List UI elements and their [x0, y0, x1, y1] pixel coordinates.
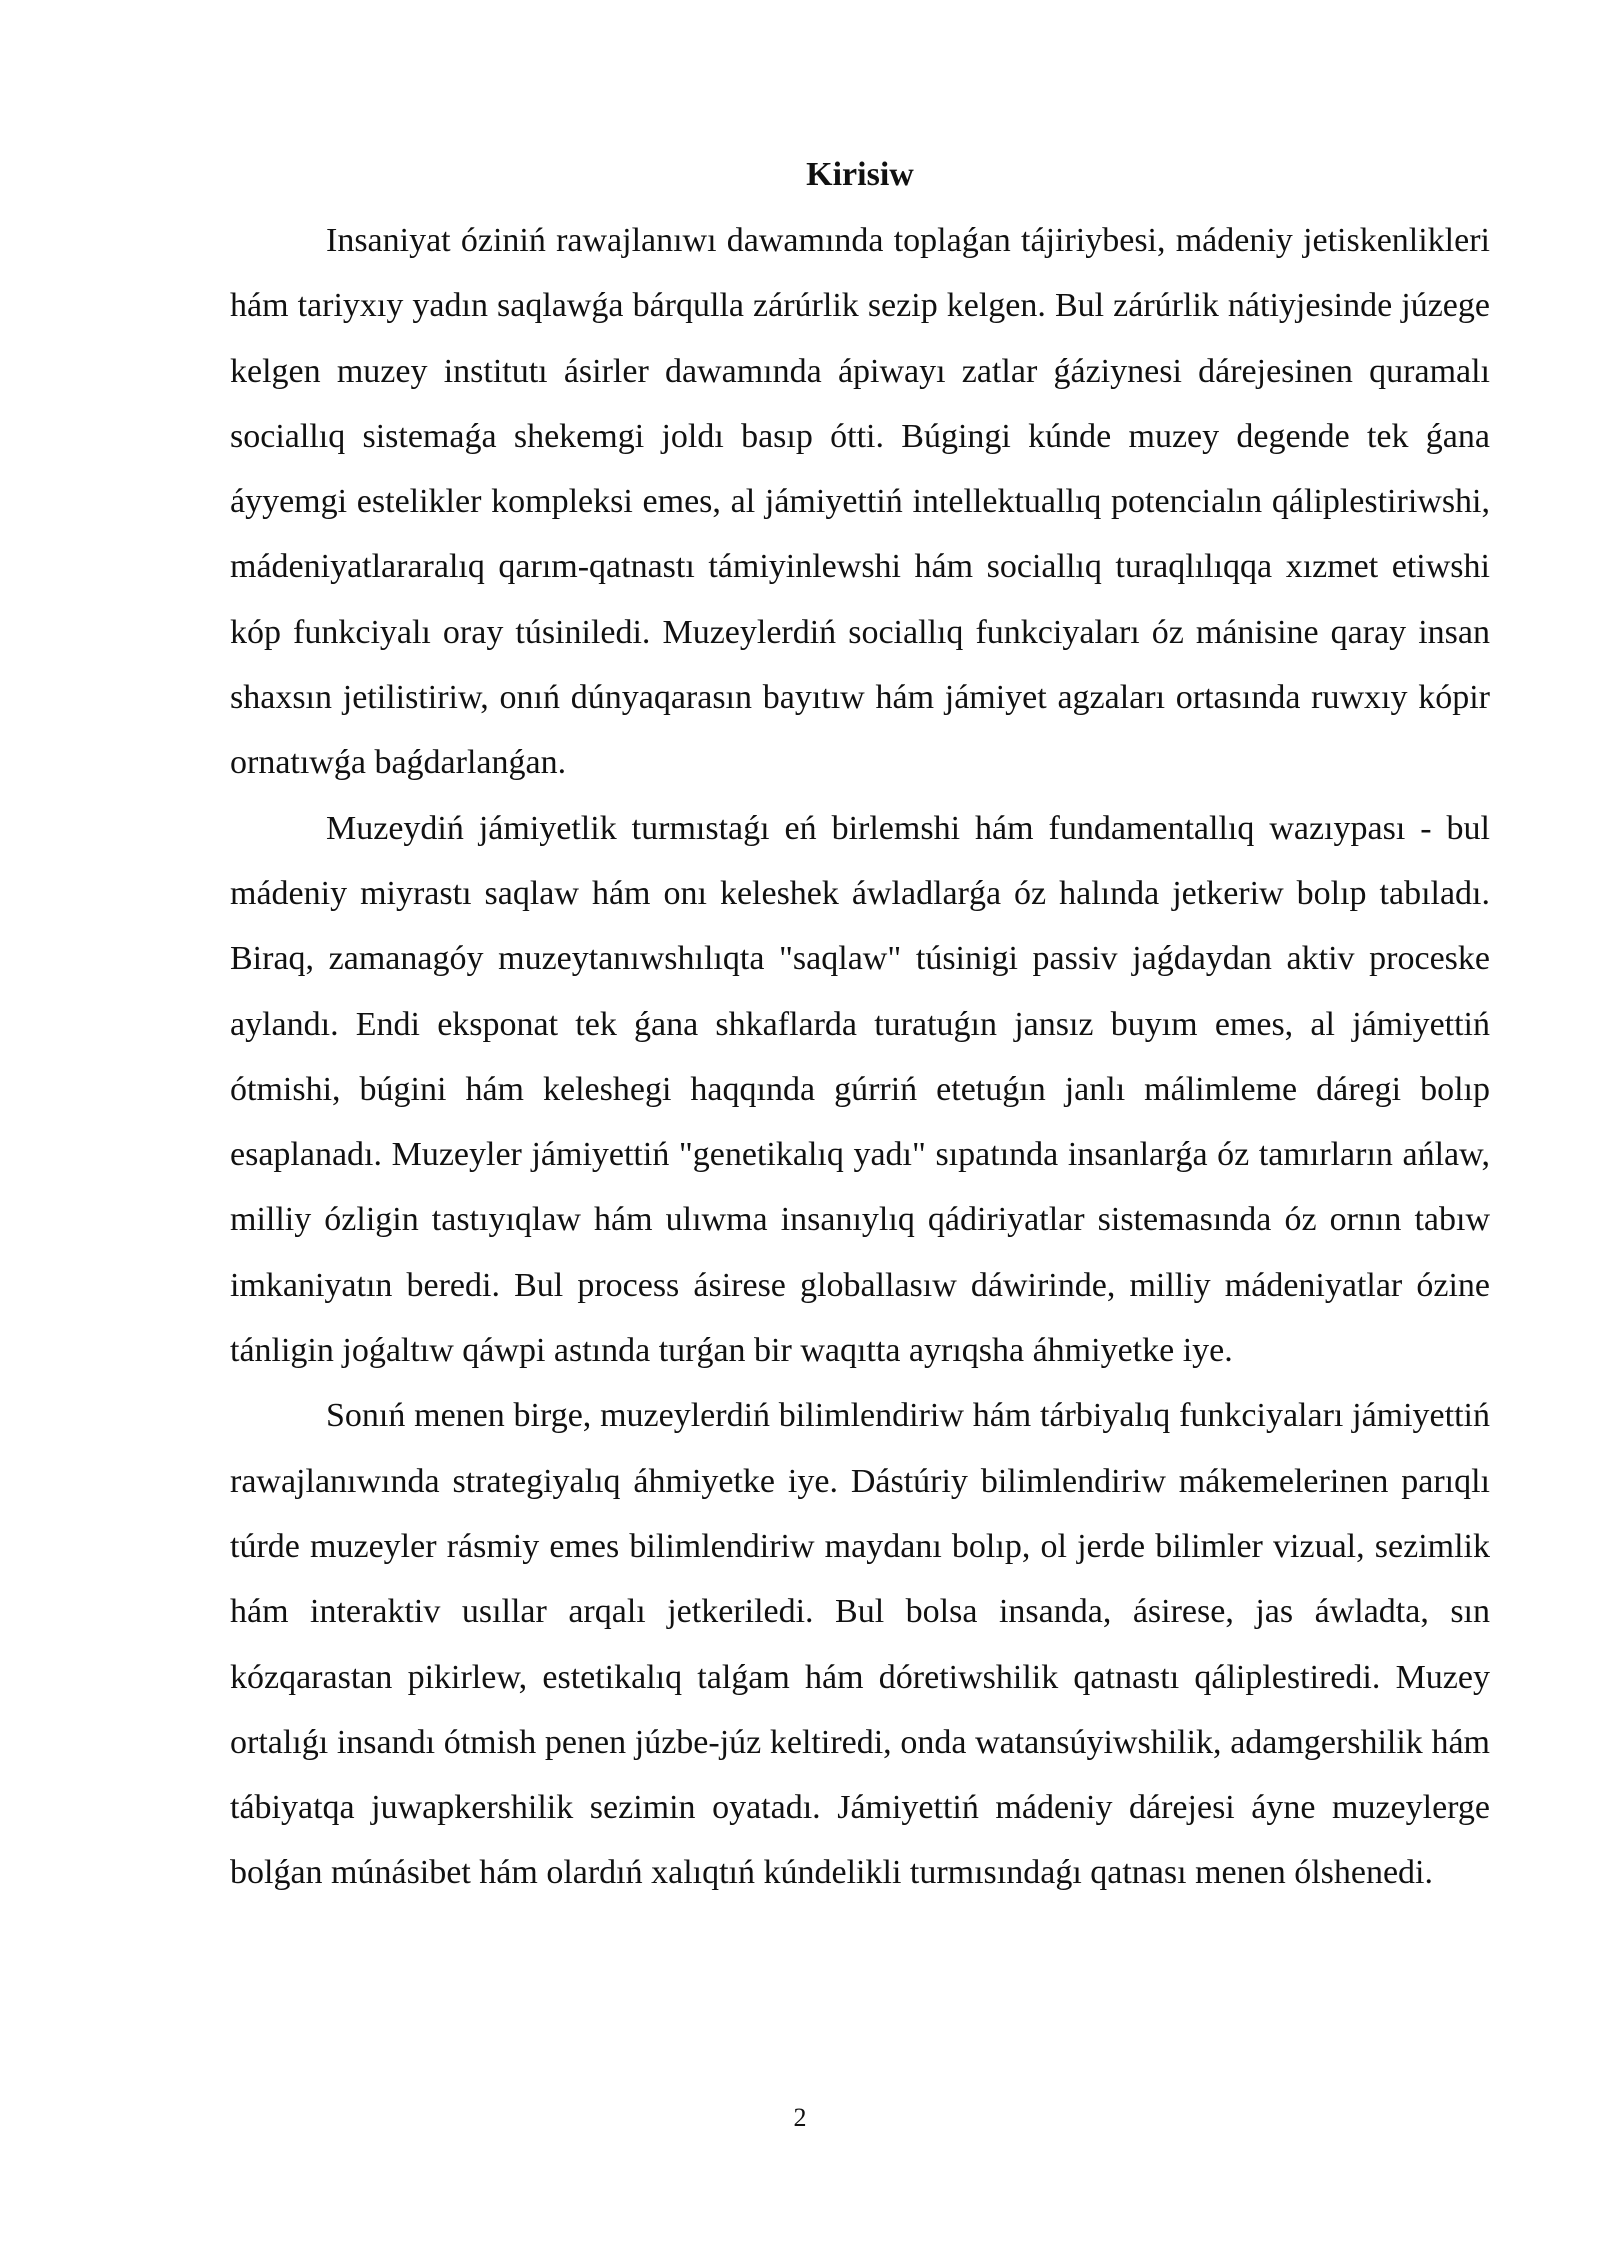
text-body	[230, 150, 1490, 1906]
paragraph-1: Insaniyat óziniń rawajlanıwı dawamında toplaǵan tájiriybesi, mádeniy jetiskenlikleri hám tariyxıy yadın saqlawǵa bárqulla zárúrlik sezip kelgen. Bul zárúrlik nátiyjesinde júzege kelgen muzey institutı ásirler dawamında ápiwayı zatlar ǵáziynesi dárejesinen quramalı sociallıq sistemaǵa shekemgi joldı basıp ótti. Búgingi kúnde muzey degende tek ǵana áyyemgi estelikler kompleksi emes, al jámiyettiń intellektuallıq potencialın qáliplestiriwshi, mádeniyatlararalıq qarım-qatnastı támiyinlewshi hám sociallıq turaqlılıqqa xızmet etiwshi kóp funkciyalı oray túsiniledi. Muzeylerdiń sociallıq funkciyaları óz mánisine qaray insan shaxsın jetilistiriw, onıń dúnyaqarasın bayıtıw hám jámiyet agzaları ortasında ruwxıy kópir ornatıwǵa baǵdarlanǵan.	[230, 222, 1490, 782]
paragraph-2: Muzeydiń jámiyetlik turmıstaǵı eń birlemshi hám fundamentallıq wazıypası - bul mádeniy miyrastı saqlaw hám onı keleshek áwladlarǵa óz halında jetkeriw bolıp tabıladı. Biraq, zamanagóy muzeytanıwshılıqta "saqlaw" túsinigi passiv jaǵdaydan aktiv proceske aylandı. Endi eksponat tek ǵana shkaflarda turatuǵın jansız buyım emes, al jámiyettiń ótmishi, búgini hám keleshegi haqqında gúrriń etetuǵın janlı málimleme dáregi bolıp esaplanadı. Muzeyler jámiyettiń "genetikalıq yadı" sıpatında insanlarǵa óz tamırların ańlaw, milliy ózligin tastıyıqlaw hám ulıwma insanıylıq qádiriyatlar sistemasında óz ornın tabıw imkaniyatın beredi. Bul process ásirese globallasıw dáwirinde, milliy mádeniyatlar ózine tánligin joǵaltıw qáwpi astında turǵan bir waqıtta ayrıqsha áhmiyetke iye.	[230, 809, 1490, 1370]
page-title: Kirisiw	[806, 156, 914, 193]
page-number: 2	[793, 2103, 807, 2132]
paragraph-3: Sonıń menen birge, muzeylerdiń bilimlendiriw hám tárbiyalıq funkciyaları jámiyettiń rawajlanıwında strategiyalıq áhmiyetke iye. Dástúriy bilimlendiriw mákemelerinen parıqlı túrde muzeyler rásmiy emes bilimlendiriw maydanı bolıp, ol jerde bilimler vizual, sezimlik hám interaktiv usıllar arqalı jetkeriledi. Bul bolsa insanda, ásirese, jas áwladta, sın kózqarastan pikirlew, estetikalıq talǵam hám dóretiwshilik qatnastı qáliplestiredi. Muzey ortalıǵı insandı ótmish penen júzbe-júz keltiredi, onda watansúyiwshilik, adamgershilik hám tábiyatqa juwapkershilik sezimin oyatadı. Jámiyettiń mádeniy dárejesi áyne muzeylerge bolǵan múnásibet hám olardıń xalıqtıń kúndelikli turmısındaǵı qatnası menen ólshenedi.	[230, 1397, 1490, 1892]
